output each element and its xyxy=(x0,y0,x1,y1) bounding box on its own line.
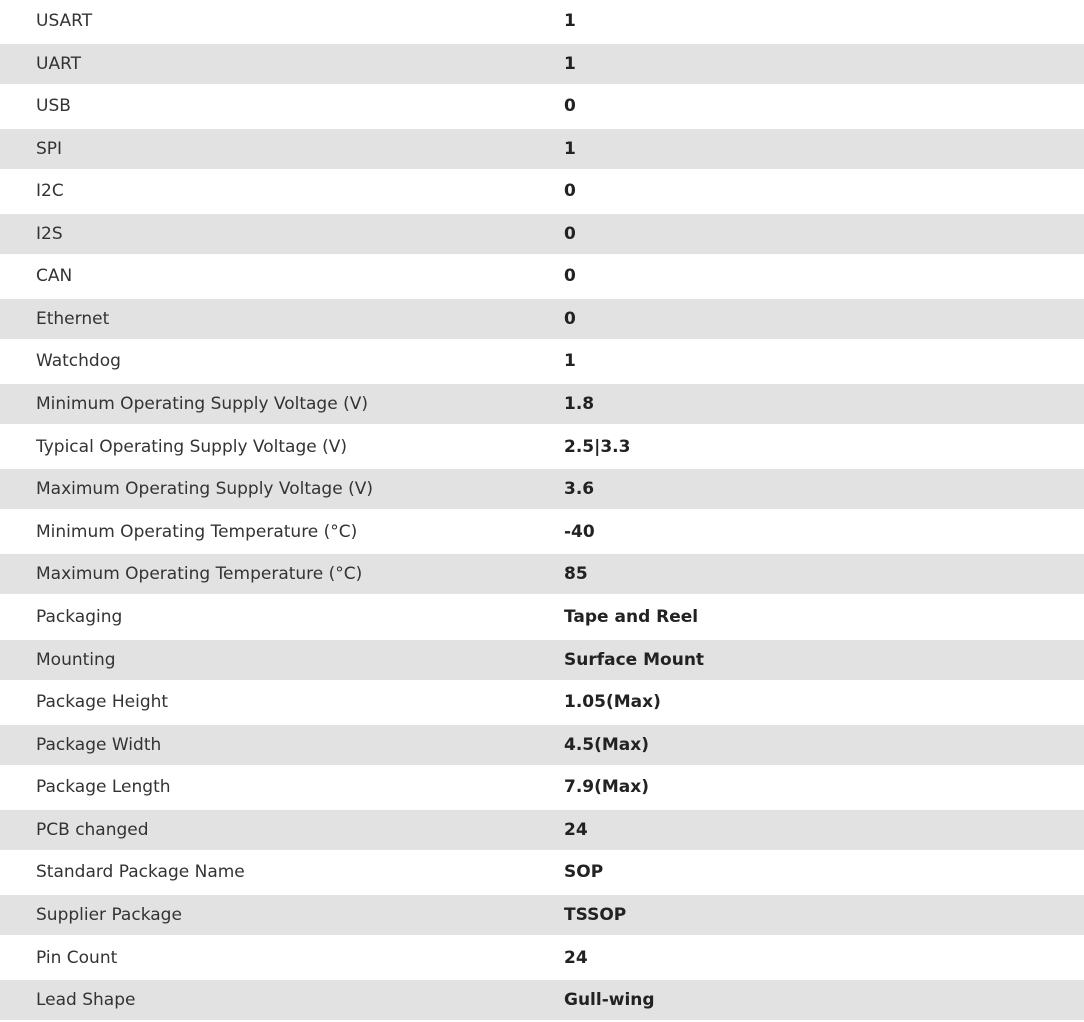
spec-label: Lead Shape xyxy=(36,990,136,1010)
spec-value: Tape and Reel xyxy=(564,607,699,627)
spec-label: Watchdog xyxy=(36,351,121,371)
spec-label: USB xyxy=(36,96,71,116)
spec-row-pcb-changed xyxy=(0,810,1084,850)
spec-row-lead-shape xyxy=(0,980,1084,1020)
spec-label: PCB changed xyxy=(36,820,149,840)
spec-value: 1.8 xyxy=(564,394,595,414)
spec-value: 0 xyxy=(564,96,576,116)
spec-row-can xyxy=(0,256,1084,296)
spec-label: CAN xyxy=(36,266,73,286)
spec-row-mounting xyxy=(0,640,1084,680)
spec-row-min-temperature xyxy=(0,512,1084,552)
spec-value: 1 xyxy=(564,11,576,31)
spec-row-package-height xyxy=(0,682,1084,722)
spec-value: 1.05(Max) xyxy=(564,692,661,712)
spec-value: 3.6 xyxy=(564,479,595,499)
spec-value: SOP xyxy=(564,862,604,882)
spec-label: Package Length xyxy=(36,777,171,797)
spec-row-min-supply-voltage xyxy=(0,384,1084,424)
spec-label: Pin Count xyxy=(36,948,118,968)
spec-label: I2S xyxy=(36,224,63,244)
spec-value: 4.5(Max) xyxy=(564,735,650,755)
spec-row-i2s xyxy=(0,214,1084,254)
spec-label: Minimum Operating Temperature (°C) xyxy=(36,522,358,542)
spec-value: Gull-wing xyxy=(564,990,655,1010)
spec-label: Mounting xyxy=(36,650,116,670)
spec-value: 7.9(Max) xyxy=(564,777,650,797)
spec-value: 0 xyxy=(564,266,576,286)
spec-row-typ-supply-voltage xyxy=(0,427,1084,467)
spec-label: Maximum Operating Temperature (°C) xyxy=(36,564,363,584)
spec-row-standard-package-name xyxy=(0,852,1084,892)
spec-value: Surface Mount xyxy=(564,650,705,670)
spec-value: 2.5|3.3 xyxy=(564,437,631,457)
spec-value: 85 xyxy=(564,564,588,584)
spec-row-package-length xyxy=(0,767,1084,807)
spec-row-usb xyxy=(0,86,1084,126)
spec-label: Maximum Operating Supply Voltage (V) xyxy=(36,479,373,499)
spec-row-packaging xyxy=(0,597,1084,637)
spec-label: Minimum Operating Supply Voltage (V) xyxy=(36,394,368,414)
spec-value: 0 xyxy=(564,181,576,201)
spec-label: Packaging xyxy=(36,607,123,627)
spec-row-spi xyxy=(0,129,1084,169)
spec-row-i2c xyxy=(0,171,1084,211)
spec-value: 24 xyxy=(564,948,588,968)
spec-label: Ethernet xyxy=(36,309,110,329)
spec-label: UART xyxy=(36,54,82,74)
spec-label: SPI xyxy=(36,139,63,159)
spec-value: 1 xyxy=(564,351,576,371)
spec-row-pin-count xyxy=(0,938,1084,978)
spec-row-uart xyxy=(0,44,1084,84)
spec-row-max-temperature xyxy=(0,554,1084,594)
spec-label: Typical Operating Supply Voltage (V) xyxy=(36,437,347,457)
spec-label: Standard Package Name xyxy=(36,862,245,882)
spec-value: 24 xyxy=(564,820,588,840)
spec-value: -40 xyxy=(564,522,595,542)
spec-row-package-width xyxy=(0,725,1084,765)
spec-value: TSSOP xyxy=(564,905,627,925)
spec-value: 1 xyxy=(564,54,576,74)
spec-row-usart xyxy=(0,1,1084,41)
spec-value: 0 xyxy=(564,309,576,329)
spec-label: USART xyxy=(36,11,93,31)
spec-row-max-supply-voltage xyxy=(0,469,1084,509)
spec-label: Package Width xyxy=(36,735,162,755)
spec-label: I2C xyxy=(36,181,64,201)
spec-row-ethernet xyxy=(0,299,1084,339)
spec-row-watchdog xyxy=(0,341,1084,381)
spec-label: Package Height xyxy=(36,692,169,712)
spec-value: 0 xyxy=(564,224,576,244)
spec-row-supplier-package xyxy=(0,895,1084,935)
spec-value: 1 xyxy=(564,139,576,159)
spec-label: Supplier Package xyxy=(36,905,182,925)
